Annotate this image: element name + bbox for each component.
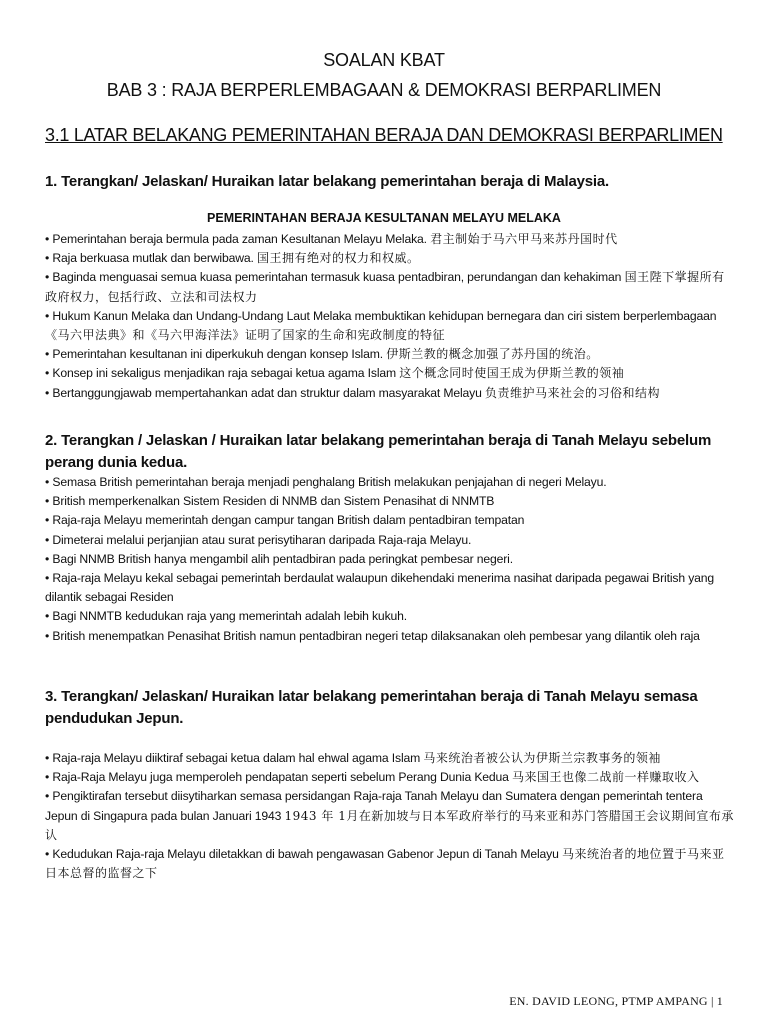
item-text-zh: 伊斯兰教的概念加强了苏丹国的统治。 [386, 347, 599, 362]
item-text-zh: 马来统治者被公认为伊斯兰宗教事务的领袖 [423, 751, 661, 765]
list-item [45, 307, 735, 345]
page-footer: EN. DAVID LEONG, PTMP AMPANG | 1 [509, 994, 723, 1008]
list-item [45, 768, 735, 787]
item-text-ms: • Kedudukan Raja-raja Melayu diletakkan di bawah pengawasan Gabenor Jepun di Tanah Melayu [45, 847, 562, 862]
item-text-zh: 国王拥有绝对的权力和权威。 [256, 251, 420, 266]
list-item [45, 845, 735, 883]
question-2-answer-list [45, 473, 735, 646]
item-text-zh: 《马六甲法典》和《马六甲海洋法》证明了国家的生命和宪政制度的特征 [45, 328, 446, 343]
item-text-zh: 君主制始于马六甲马来苏丹国时代 [430, 232, 618, 246]
question-1-subheading: PEMERINTAHAN BERAJA KESULTANAN MELAYU MELAKA [207, 211, 561, 225]
item-text-ms: • Hukum Kanun Melaka dan Undang-Undang Laut Melaka membuktikan kehidupan bernegara dan ciri sistem berperlembagaan [45, 308, 717, 323]
list-item [45, 230, 735, 249]
item-text-zh: 马来国王也像二战前一样赚取收入 [512, 770, 700, 785]
item-text-zh: 国王陛下掌握所有政府权力，包括行政、立法和司法权力 [45, 270, 725, 304]
list-item: • Dimeterai melalui perjanjian atau surat perisytiharan daripada Raja-raja Melayu. [45, 532, 472, 547]
list-item [45, 787, 735, 845]
item-text-ms: • Baginda menguasai semua kuasa pemerintahan termasuk kuasa pentadbiran, perundangan dan kehakiman [45, 270, 625, 285]
item-text-zh: 马来统治者的地位置于马来亚日本总督的监督之下 [45, 847, 725, 881]
item-text-zh: 负责维护马来社会的习俗和结构 [485, 385, 661, 400]
list-item: • Raja-raja Melayu kekal sebagai pemerintah berdaulat walaupun dikehendaki menerima nasihat daripada pegawai British yang dilantik sebagai Residen [45, 571, 715, 605]
list-item: • Raja-raja Melayu memerintah dengan campur tangan British dalam pentadbiran tempatan [45, 513, 525, 528]
question-1-answer-list [45, 230, 735, 403]
item-text-ms: • Pemerintahan beraja bermula pada zaman Kesultanan Melayu Melaka. [45, 232, 431, 246]
question-3-answer-list [45, 749, 735, 883]
list-item: • Semasa British pemerintahan beraja menjadi penghalang British melakukan penjajahan di negeri Melayu. [45, 475, 607, 489]
list-item: • British memperkenalkan Sistem Residen di NNMB dan Sistem Penasihat di NNMTB [45, 494, 495, 509]
list-item: • British menempatkan Penasihat British namun pentadbiran negeri tetap dilaksanakan oleh pembesar yang dilantik oleh raja [45, 628, 700, 643]
list-item [45, 364, 735, 383]
list-item [45, 384, 735, 403]
item-text-ms: • Pemerintahan kesultanan ini diperkukuh dengan konsep Islam. [45, 347, 387, 362]
item-text-ms: • Konsep ini sekaligus menjadikan raja sebagai ketua agama Islam [45, 366, 400, 381]
list-item: • Bagi NNMB British hanya mengambil alih pentadbiran pada peringkat pembesar negeri. [45, 551, 513, 566]
document-title: SOALAN KBAT [323, 50, 445, 70]
question-1: 1. Terangkan/ Jelaskan/ Huraikan latar belakang pemerintahan beraja di Malaysia. [45, 173, 609, 190]
item-text-ms: • Raja-raja Melayu diiktiraf sebagai ketua dalam hal ehwal agama Islam [45, 751, 424, 765]
question-3: 3. Terangkan/ Jelaskan/ Huraikan latar belakang pemerintahan beraja di Tanah Melayu semasa pendudukan Jepun. [45, 688, 698, 727]
list-item: • Bagi NNMTB kedudukan raja yang memerintah adalah lebih kukuh. [45, 609, 408, 624]
list-item [45, 345, 735, 364]
list-item [45, 268, 735, 306]
question-2: 2. Terangkan / Jelaskan / Huraikan latar belakang pemerintahan beraja di Tanah Melayu sebelum perang dunia kedua. [45, 432, 712, 471]
item-text-ms: • Raja berkuasa mutlak dan berwibawa. [45, 251, 257, 266]
item-text-ms: • Raja-Raja Melayu juga memperoleh pendapatan seperti sebelum Perang Dunia Kedua [45, 770, 513, 785]
chapter-title: BAB 3 : RAJA BERPERLEMBAGAAN & DEMOKRASI BERPARLIMEN [106, 80, 662, 100]
section-heading: 3.1 LATAR BELAKANG PEMERINTAHAN BERAJA DAN DEMOKRASI BERPARLIMEN [45, 125, 723, 145]
item-text-ms: • Bertanggungjawab mempertahankan adat dan struktur dalam masyarakat Melayu [45, 385, 485, 400]
list-item [45, 749, 735, 768]
item-text-zh: 这个概念同时使国王成为伊斯兰教的领袖 [399, 366, 625, 381]
list-item [45, 249, 735, 268]
item-text-ms: • Pengiktirafan tersebut diisytiharkan semasa persidangan Raja-raja Tanah Melayu dan Sumatera dengan pemerintah tentera Jepun di Singapura pada bulan Januari 1943 [45, 789, 703, 823]
item-text-zh: 1943 年 1月在新加坡与日本军政府举行的马来亚和苏门答腊国王会议期间宣布承认 [45, 808, 734, 842]
